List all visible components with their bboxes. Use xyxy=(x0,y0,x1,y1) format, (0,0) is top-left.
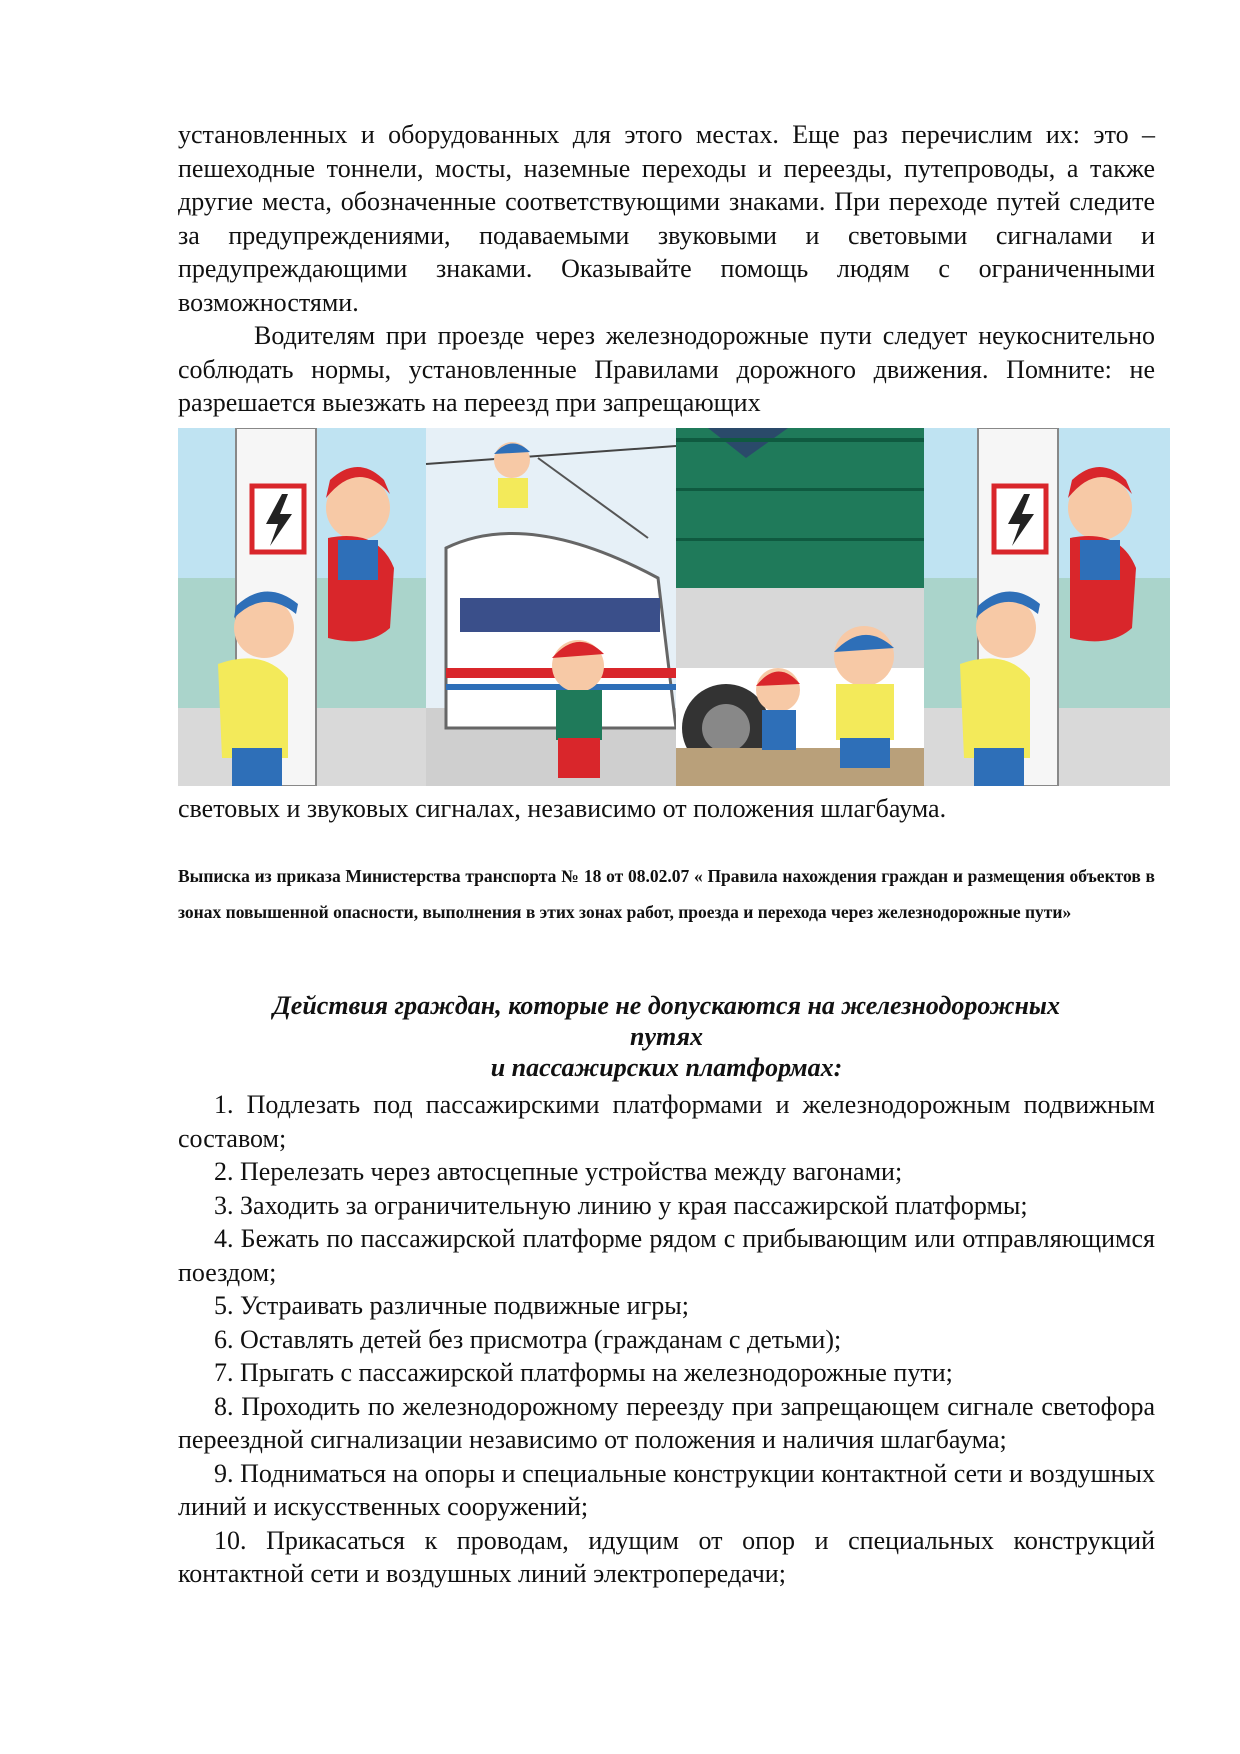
list-item: 8. Проходить по железнодорожному переезду при запрещающем сигнале светофора переездной сигнализации независимо от положения и наличия шлагбаума; xyxy=(178,1391,1155,1454)
rules-heading-section xyxy=(178,990,1155,1083)
paragraph-passage-locations: установленных и оборудованных для этого местах. Еще раз перечислим их: это – пешеходные тоннели, мосты, наземные переходы и переезды, путепроводы, а также другие места, обозначенные соответствующими знаками. При переходе путей следите за предупреждениями, подаваемыми звуковыми и световыми сигналами и предупреждающими знаками. Оказывайте помощь людям с ограниченными возможностями. xyxy=(178,120,1155,317)
high-voltage-sign-icon xyxy=(994,486,1046,552)
rules-list xyxy=(178,1088,1155,1591)
child-on-train-roof-panel xyxy=(426,428,676,786)
high-voltage-sign-icon xyxy=(252,486,304,552)
order-citation-section xyxy=(178,858,1155,930)
list-item: 4. Бежать по пассажирской платформе рядом с прибывающим или отправляющимся поездом; xyxy=(178,1224,1155,1287)
order-citation: Выписка из приказа Министерства транспорта № 18 от 08.02.07 « Правила нахождения граждан и размещения объектов в зонах повышенной опасности, выполнения в этих зонах работ, проезда и перехода через железнодорожные пути» xyxy=(178,866,1155,922)
child-climbing-pole-panel xyxy=(178,428,426,786)
list-item: 10. Прикасаться к проводам, идущим от опор и специальных конструкций контактной сети и воздушных линий электропередачи; xyxy=(178,1525,1155,1588)
paragraph-drivers: Водителям при проезде через железнодорожные пути следует неукоснительно соблюдать нормы, установленные Правилами дорожного движения. Помните: не разрешается выезжать на переезд при запрещающих xyxy=(178,321,1155,417)
list-item: 2. Перелезать через автосцепные устройства между вагонами; xyxy=(214,1157,903,1186)
list-item: 5. Устраивать различные подвижные игры; xyxy=(214,1291,689,1320)
child-under-wagon-panel xyxy=(676,428,924,786)
rules-heading-line3: и пассажирских платформах: xyxy=(490,1053,843,1082)
list-item: 3. Заходить за ограничительную линию у края пассажирской платформы; xyxy=(214,1190,1028,1220)
safety-illustration xyxy=(178,428,1170,786)
text-section-continuation xyxy=(178,792,1155,826)
rules-heading-line2: путях xyxy=(630,1022,703,1051)
paragraph-drivers-end: световых и звуковых сигналах, независимо от положения шлагбаума. xyxy=(178,794,947,823)
list-item: 7. Прыгать с пассажирской платформы на железнодорожные пути; xyxy=(214,1358,953,1387)
text-section-top xyxy=(178,118,1155,420)
list-item: 9. Подниматься на опоры и специальные конструкции контактной сети и воздушных линий и искусственных сооружений; xyxy=(178,1458,1155,1521)
list-item: 1. Подлезать под пассажирскими платформами и железнодорожным подвижным составом; xyxy=(178,1090,1155,1153)
child-climbing-pole-panel-repeat xyxy=(924,428,1170,786)
rules-heading-line1: Действия граждан, которые не допускаются на железнодорожных xyxy=(273,991,1060,1020)
list-item: 6. Оставлять детей без присмотра (гражданам с детьми); xyxy=(214,1324,842,1354)
rules-section xyxy=(178,1088,1155,1591)
